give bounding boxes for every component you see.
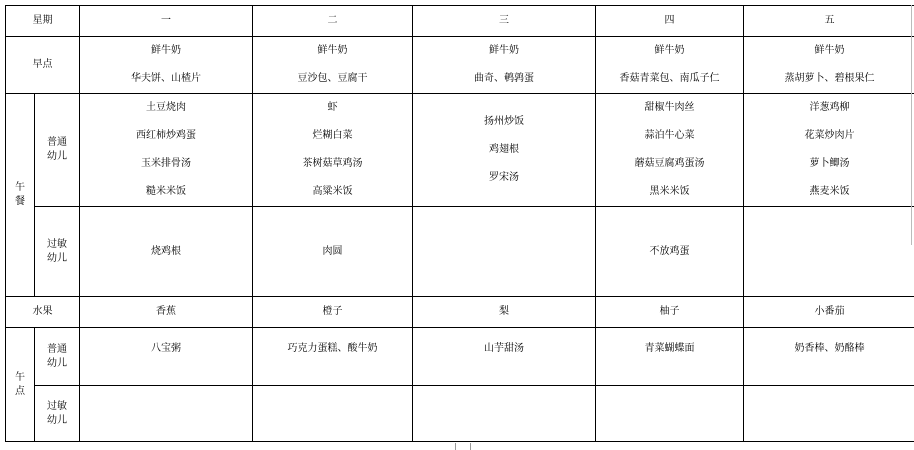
afternoon-label-char: 点 (15, 385, 25, 397)
page-edge-marker (470, 443, 471, 450)
day-header-fri: 五 (744, 6, 914, 37)
lunch-allergy-cell-wed (413, 207, 596, 297)
breakfast-item: 豆沙包、豆腐干 (297, 73, 368, 84)
lunch-normal-cell-fri (744, 94, 914, 207)
breakfast-cell-tue (253, 37, 413, 94)
lunch-normal-cell-tue (253, 94, 413, 207)
afternoon-normal-cell-tue: 巧克力蛋糕、酸牛奶 (253, 328, 413, 386)
lunch-item: 蘑菇豆腐鸡蛋汤 (634, 158, 705, 169)
lunch-item: 烂糊白菜 (312, 130, 353, 141)
lunch-item: 鸡翅根 (489, 144, 519, 155)
afternoon-allergy-label-line: 过敏 (47, 400, 67, 412)
breakfast-item: 鲜牛奶 (151, 45, 181, 56)
lunch-allergy-cell-mon: 烧鸡根 (80, 207, 253, 297)
breakfast-item: 香菇青菜包、南瓜子仁 (619, 73, 720, 84)
day-header-mon: 一 (80, 6, 253, 37)
lunch-allergy-label-line: 幼儿 (47, 252, 67, 264)
breakfast-cell-wed (413, 37, 596, 94)
lunch-item: 萝卜鲫汤 (809, 158, 850, 169)
lunch-allergy-label (35, 207, 80, 297)
day-header-tue: 二 (253, 6, 413, 37)
lunch-label-char: 午 (15, 182, 25, 193)
weekday-header-label: 星期 (6, 6, 80, 37)
breakfast-item: 华夫饼、山楂片 (131, 73, 201, 84)
afternoon-normal-cell-thu: 青菜蝴蝶面 (596, 328, 744, 386)
lunch-label-char: 餐 (15, 196, 25, 207)
lunch-normal-row (6, 94, 914, 207)
afternoon-normal-label-line: 普通 (47, 343, 67, 355)
afternoon-normal-cell-wed: 山芋甜汤 (413, 328, 596, 386)
fruit-label: 水果 (6, 297, 80, 328)
lunch-normal-cell-thu (596, 94, 744, 207)
header-row (6, 6, 914, 37)
breakfast-item: 鲜牛奶 (814, 45, 845, 56)
afternoon-allergy-label (35, 386, 80, 442)
breakfast-label: 早点 (6, 37, 80, 94)
fruit-cell-mon: 香蕉 (80, 297, 253, 328)
lunch-item: 虾 (327, 102, 338, 113)
lunch-normal-label (35, 94, 80, 207)
afternoon-allergy-cell-thu (596, 386, 744, 442)
lunch-item: 黑米米饭 (649, 186, 690, 197)
lunch-item: 西红柿炒鸡蛋 (136, 130, 196, 141)
lunch-normal-cell-wed (413, 94, 596, 207)
lunch-item: 罗宋汤 (489, 172, 519, 183)
lunch-item: 土豆烧肉 (146, 102, 186, 113)
day-header-thu: 四 (596, 6, 744, 37)
lunch-item: 茶树菇草鸡汤 (302, 158, 363, 169)
breakfast-row (6, 37, 914, 94)
afternoon-normal-label (35, 328, 80, 386)
afternoon-normal-label-line: 幼儿 (47, 357, 67, 369)
afternoon-allergy-cell-tue (253, 386, 413, 442)
right-edge-rule (911, 5, 912, 245)
day-header-wed: 三 (413, 6, 596, 37)
afternoon-allergy-row (6, 386, 914, 442)
breakfast-item: 鲜牛奶 (317, 45, 348, 56)
lunch-item: 花菜炒肉片 (804, 130, 855, 141)
afternoon-allergy-cell-mon (80, 386, 253, 442)
afternoon-normal-row (6, 328, 914, 386)
lunch-item: 甜椒牛肉丝 (644, 102, 695, 113)
lunch-item: 燕麦米饭 (809, 186, 850, 197)
breakfast-cell-fri (744, 37, 914, 94)
afternoon-allergy-cell-fri (744, 386, 914, 442)
fruit-cell-tue: 橙子 (253, 297, 413, 328)
afternoon-label-char: 午 (15, 371, 25, 383)
lunch-allergy-label-line: 过敏 (47, 238, 67, 250)
lunch-item: 蒜泊牛心菜 (644, 130, 695, 141)
breakfast-item: 鲜牛奶 (654, 45, 685, 56)
afternoon-allergy-label-line: 幼儿 (47, 414, 67, 426)
lunch-allergy-cell-fri (744, 207, 914, 297)
fruit-cell-thu: 柚子 (596, 297, 744, 328)
breakfast-item: 曲奇、鹌鹑蛋 (474, 73, 534, 84)
lunch-label (6, 94, 35, 297)
lunch-allergy-row (6, 207, 914, 297)
fruit-row (6, 297, 914, 328)
lunch-normal-label-line: 幼儿 (47, 151, 67, 162)
weekly-menu-table (5, 5, 914, 442)
fruit-cell-wed: 梨 (413, 297, 596, 328)
breakfast-item: 鲜牛奶 (489, 45, 519, 56)
afternoon-normal-cell-mon: 八宝粥 (80, 328, 253, 386)
lunch-normal-cell-mon (80, 94, 253, 207)
breakfast-cell-mon (80, 37, 253, 94)
afternoon-allergy-cell-wed (413, 386, 596, 442)
breakfast-item: 蒸胡萝卜、碧根果仁 (784, 73, 875, 84)
lunch-item: 高粱米饭 (312, 186, 353, 197)
breakfast-cell-thu (596, 37, 744, 94)
lunch-item: 洋葱鸡柳 (809, 102, 850, 113)
lunch-item: 糙米米饭 (146, 186, 186, 197)
lunch-allergy-cell-thu: 不放鸡蛋 (596, 207, 744, 297)
lunch-normal-label-line: 普通 (47, 137, 67, 148)
lunch-item: 玉米排骨汤 (141, 158, 191, 169)
afternoon-normal-cell-fri: 奶香棒、奶酪棒 (744, 328, 914, 386)
lunch-allergy-cell-tue: 肉圆 (253, 207, 413, 297)
fruit-cell-fri: 小番茄 (744, 297, 914, 328)
afternoon-label (6, 328, 35, 442)
page-edge-marker (455, 443, 456, 450)
lunch-item: 扬州炒饭 (484, 116, 524, 127)
